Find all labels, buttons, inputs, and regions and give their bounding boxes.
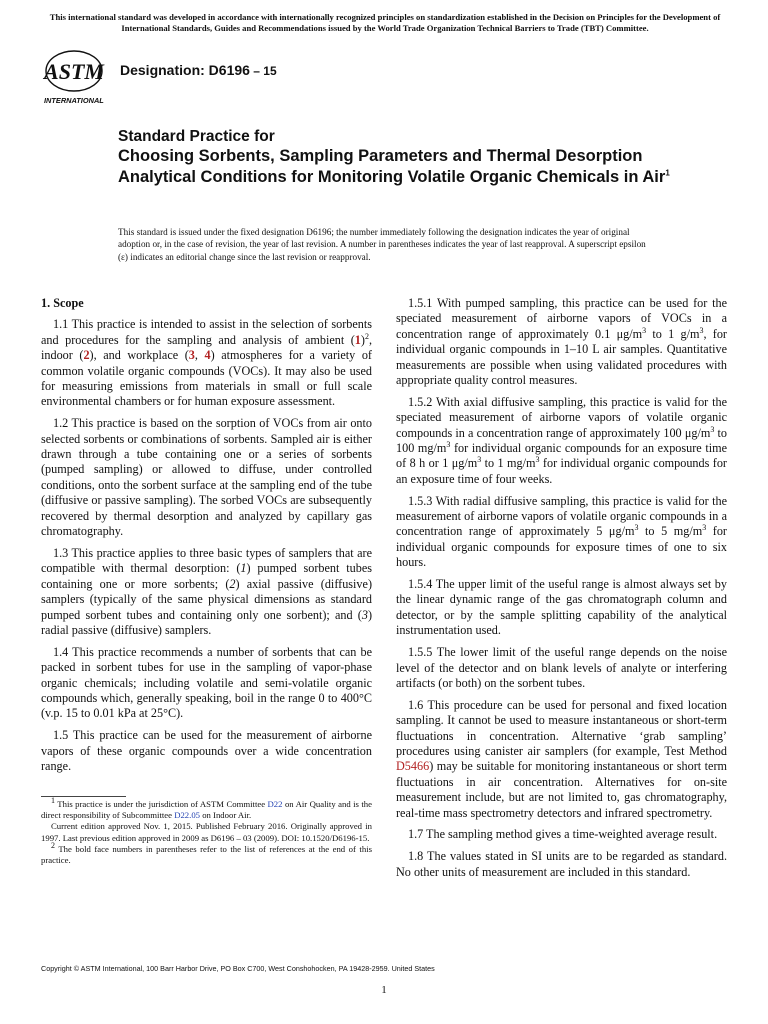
tbt-notice: This international standard was developed in accordance with internationally recognized principles on standardization established in the Decision on Principles for the Development of International Standards, Guides and Recommendations issued by the World Trade Organization Technical Barriers to Trade (TBT) Committee. bbox=[49, 12, 721, 33]
title-pre: Standard Practice for bbox=[118, 128, 275, 145]
designation bbox=[120, 62, 277, 78]
logo-letters: ASTM bbox=[44, 59, 104, 84]
footnote-mark-2: 2 bbox=[364, 331, 369, 341]
issuance-statement: This standard is issued under the fixed designation D6196; the number immediately following the designation indicates the year of original adoption or, in the case of revision, the year of last revision. A number in parentheses indicates the year of last reapproval. A superscript epsilon (ε) indicates an editorial change since the last revision or reapproval. bbox=[118, 227, 646, 262]
test-method-link-d5466[interactable]: D5466 bbox=[396, 759, 430, 774]
page-number: 1 bbox=[381, 984, 387, 996]
footnotes bbox=[41, 796, 372, 866]
title-main bbox=[118, 146, 678, 187]
designation-year: 15 bbox=[263, 64, 277, 78]
paragraph-1-6: 1.6 This procedure can be used for personal and fixed location sampling. It cannot be used to measure instantaneous or short-term fluctuations in concentration. Alternative ‘grab sampling’ procedures using canister air samplers (for example, Test Method D5466) may be suitable for monitoring instantaneous or short term fluctuations in air concentration. Alternatives for on-site measurement include, but are not limited to, gas chromatography, real-time mass spectrometry detectors and infrared spectrometry. bbox=[396, 697, 727, 820]
reference-link-4[interactable]: 4 bbox=[204, 348, 211, 363]
reference-link-3[interactable]: 3 bbox=[188, 348, 195, 363]
paragraph-1-7: 1.7 The sampling method gives a time-weighted average result. bbox=[408, 827, 718, 842]
title-footnote-mark: 1 bbox=[665, 168, 670, 177]
paragraph-1-5: 1.5 This practice can be used for the measurement of airborne vapors of these organic compounds over a wide concentration range. bbox=[41, 728, 372, 773]
paragraph-1-5-3: 1.5.3 With radial diffusive sampling, this practice is valid for the measurement of airborne vapors of volatile organic compounds in a concentration range of approximately 5 $\mu g/m^3$ to 5 $mg/m^3$ for individual organic compounds for exposure times of one to six hours. bbox=[396, 493, 727, 570]
title-block bbox=[118, 127, 678, 187]
astm-logo bbox=[42, 50, 112, 106]
footnote-1: $^1$ This practice is under the jurisdiction of ASTM Committee D22 on Air Quality and is the direct responsibility of Subcommittee D22.05 on Indoor Air. bbox=[41, 796, 372, 821]
paragraph-1-8: 1.8 The values stated in SI units are to be regarded as standard. No other units of measurement are included in this standard. bbox=[396, 849, 727, 879]
paragraph-1-4: 1.4 This practice recommends a number of sorbents that can be packed in sorbent tubes for use in the sampling of vapor-phase organic chemicals; including volatile and semi-volatile organic compounds which, generally speaking, boil in the range 0 to 400°C (v.p. 15 to 0.01 kPa at 25°C). bbox=[41, 644, 372, 721]
left-column bbox=[41, 296, 372, 781]
title-text: Choosing Sorbents, Sampling Parameters and Thermal Desorption Analytical Conditions for Monitoring Volatile Organic Chemicals in Air bbox=[118, 147, 666, 186]
reference-link-2[interactable]: 2 bbox=[83, 348, 90, 363]
section-heading-scope: 1. Scope bbox=[41, 296, 84, 310]
paragraph-1-5-2: 1.5.2 With axial diffusive sampling, this practice is valid for the speciated measurement of airborne vapors of volatile organic compounds in a concentration range of approximately 100 $\mu g/m^3$ to 100 $mg/m^3$ for individual organic compounds for an exposure time of 8 h or 1 $\mu g/m^3$ to 1 $mg/m^3$ for individual organic compounds for an exposure time of four weeks. bbox=[396, 394, 727, 486]
paragraph-1-5-5: 1.5.5 The lower limit of the useful range depends on the noise level of the detector and on blank levels of analyte or interfering artifacts (or both) on the sorbent tubes. bbox=[396, 645, 727, 690]
paragraph-1-5-4: 1.5.4 The upper limit of the useful range is almost always set by the linear dynamic range of the gas chromatograph column and detector, or by the sample splitting capability of the analytical instrumentation used. bbox=[396, 577, 727, 638]
reference-link-1[interactable]: 1 bbox=[354, 332, 361, 347]
committee-link-d22[interactable]: D22 bbox=[267, 799, 283, 809]
logo-org: INTERNATIONAL bbox=[44, 96, 104, 105]
paragraph-1-2: 1.2 This practice is based on the sorption of VOCs from air onto selected sorbents or combinations of sorbents. Sampled air is either drawn through a tube containing one or a series of sorbents (pumped sampling) or allowed to diffuse, under controlled conditions, onto the sorbent surface at the sampling end of the tube (diffusive or passive sampling). The sorbed VOCs are subsequently recovered by thermal desorption and analyzed by capillary gas chromatography. bbox=[41, 416, 372, 539]
designation-label: Designation: D6196 bbox=[120, 62, 250, 78]
paragraph-1-5-1: 1.5.1 With pumped sampling, this practice can be used for the speciated measurement of airborne vapors of VOCs in a concentration range of approximately 0.1 $\mu g/m^3$ to 1 $g/m^3$, for individual organic compounds in 1–10 L air samples. Quantitative measurements are possible when using validated procedures with appropriate quality control measures. bbox=[396, 296, 727, 388]
right-column bbox=[396, 296, 727, 886]
copyright-line: Copyright © ASTM International, 100 Barr Harbor Drive, PO Box C700, West Conshohocken, PA 19428-2959. United States bbox=[41, 964, 435, 973]
designation-sep: – bbox=[249, 64, 264, 78]
footnote-1-edition: Current edition approved Nov. 1, 2015. Published February 2016. Originally approved in 1997. Last previous edition approved in 2009 as D6196 – 03 (2009). DOI: 10.1520/D6196-15. bbox=[41, 821, 372, 843]
subcommittee-link-d22-05[interactable]: D22.05 bbox=[174, 810, 201, 821]
paragraph-1-1: 1.1 This practice is intended to assist in the selection of sorbents and procedures for the sampling and analysis of ambient $(1)^2$, indoor (2), and workplace (3, 4) atmospheres for a variety of common volatile organic compounds (VOCs). It may also be used for measuring emissions from materials in small or full scale environmental chambers or for human exposure assessment. bbox=[41, 317, 372, 409]
paragraph-1-3: 1.3 This practice applies to three basic types of samplers that are compatible with thermal desorption: (1) pumped sorbent tubes containing one or more sorbents; (2) axial passive (diffusive) samplers (typically of the same physical dimensions as standard pumped sorbent tubes and containing only one sorbent); and (3) radial passive (diffusive) samplers. bbox=[41, 545, 372, 637]
footnote-2: $^2$ The bold face numbers in parentheses refer to the list of references at the end of this practice. bbox=[41, 840, 372, 866]
